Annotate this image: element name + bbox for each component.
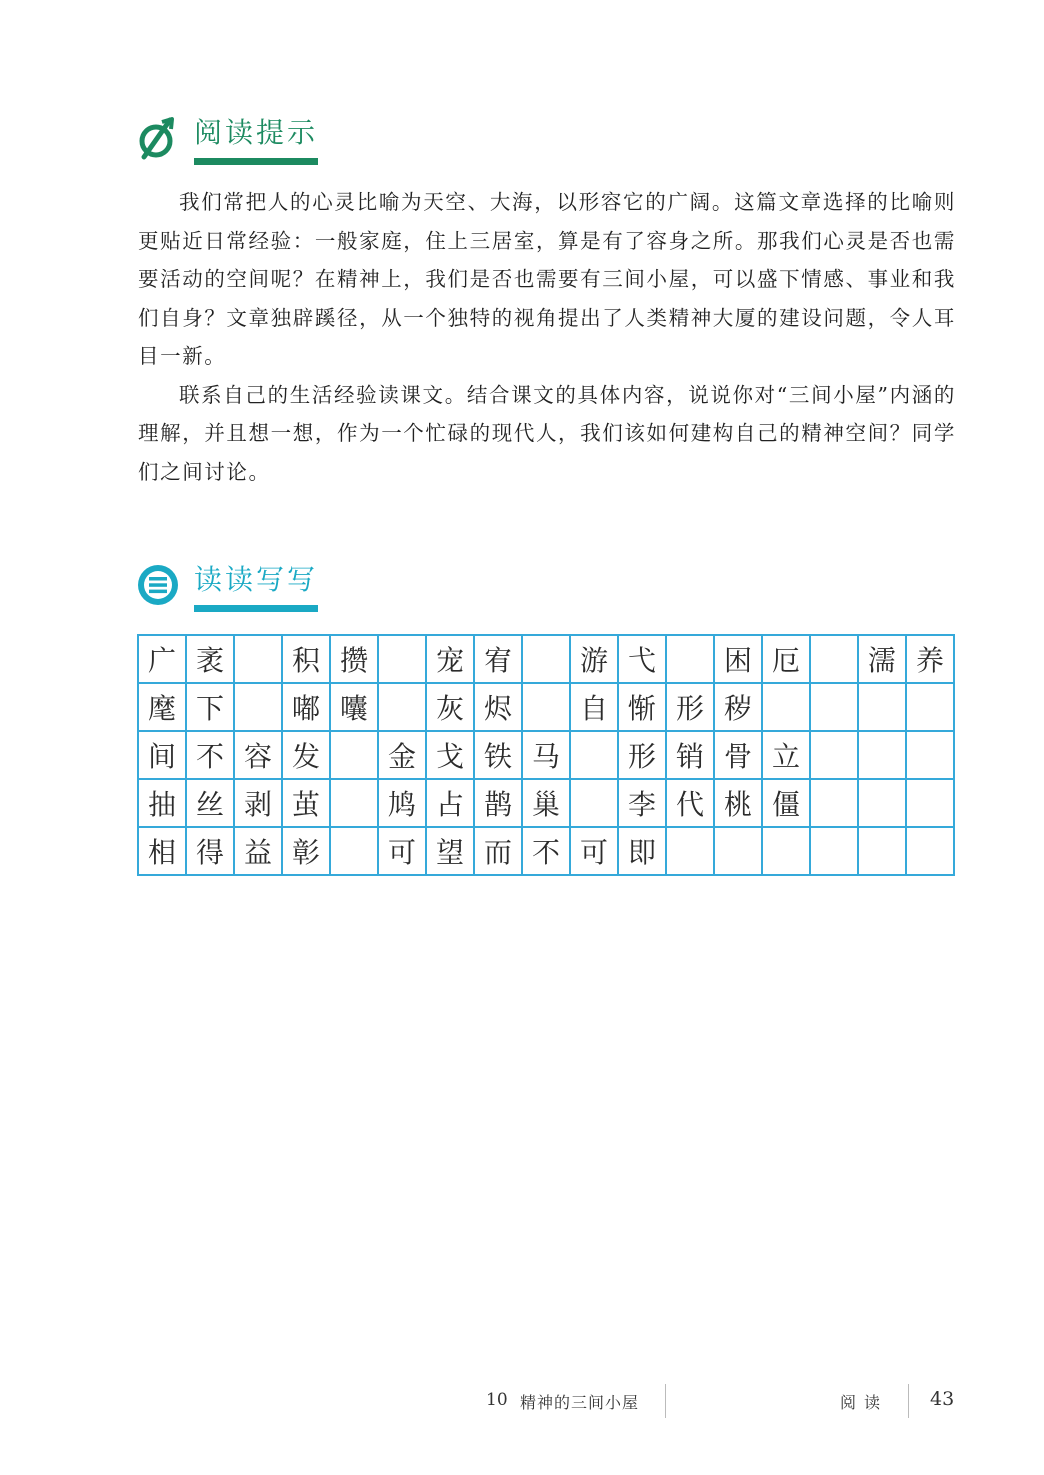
read-write-header	[136, 563, 318, 612]
grid-cell	[379, 636, 427, 684]
grid-cell: 茧	[283, 780, 331, 828]
grid-cell: 丝	[187, 780, 235, 828]
grid-cell: 占	[427, 780, 475, 828]
grid-cell: 厄	[763, 636, 811, 684]
grid-cell: 销	[667, 732, 715, 780]
grid-cell	[331, 828, 379, 876]
grid-cell: 金	[379, 732, 427, 780]
grid-cell	[331, 780, 379, 828]
grid-cell: 形	[667, 684, 715, 732]
grid-cell: 而	[475, 828, 523, 876]
grid-cell	[811, 732, 859, 780]
character-grid	[137, 634, 955, 876]
grid-cell: 惭	[619, 684, 667, 732]
grid-cell: 烬	[475, 684, 523, 732]
grid-cell: 得	[187, 828, 235, 876]
section-title-read-write: 读读写写	[194, 563, 319, 596]
grid-cell: 自	[571, 684, 619, 732]
grid-cell: 彰	[283, 828, 331, 876]
grid-cell: 相	[139, 828, 187, 876]
grid-cell	[571, 732, 619, 780]
grid-cell	[811, 828, 859, 876]
grid-cell	[811, 684, 859, 732]
grid-cell	[571, 780, 619, 828]
grid-cell: 嘟	[283, 684, 331, 732]
grid-cell	[331, 732, 379, 780]
grid-cell	[763, 684, 811, 732]
grid-cell	[763, 828, 811, 876]
grid-cell: 马	[523, 732, 571, 780]
reading-tip-body	[138, 183, 956, 491]
grid-cell: 麾	[139, 684, 187, 732]
grid-cell: 袤	[187, 636, 235, 684]
grid-cell	[907, 732, 955, 780]
lesson-number: 10	[486, 1390, 508, 1410]
footer-divider	[665, 1384, 666, 1418]
grid-cell: 宠	[427, 636, 475, 684]
grid-cell: 攒	[331, 636, 379, 684]
grid-cell: 僵	[763, 780, 811, 828]
grid-cell: 弋	[619, 636, 667, 684]
section-title-reading-tip: 阅读提示	[194, 116, 319, 149]
grid-cell: 广	[139, 636, 187, 684]
footer-section: 阅读	[840, 1393, 889, 1412]
title-underline	[194, 605, 318, 612]
grid-cell: 不	[523, 828, 571, 876]
grid-cell	[811, 636, 859, 684]
grid-cell: 鹊	[475, 780, 523, 828]
grid-cell: 剥	[235, 780, 283, 828]
page-number: 43	[930, 1388, 955, 1410]
grid-cell	[235, 636, 283, 684]
grid-cell	[235, 684, 283, 732]
grid-cell	[523, 636, 571, 684]
grid-cell: 宥	[475, 636, 523, 684]
footer-divider	[908, 1384, 909, 1418]
grid-cell: 巢	[523, 780, 571, 828]
grid-cell: 形	[619, 732, 667, 780]
grid-cell	[667, 828, 715, 876]
grid-cell	[715, 828, 763, 876]
grid-cell: 益	[235, 828, 283, 876]
grid-cell	[907, 780, 955, 828]
grid-cell: 桃	[715, 780, 763, 828]
grid-cell	[859, 732, 907, 780]
grid-cell: 灰	[427, 684, 475, 732]
grid-cell	[859, 828, 907, 876]
grid-cell	[667, 636, 715, 684]
grid-cell: 可	[571, 828, 619, 876]
grid-cell: 囔	[331, 684, 379, 732]
title-underline	[194, 158, 318, 165]
reading-tip-icon	[136, 116, 180, 160]
grid-cell	[379, 684, 427, 732]
paragraph: 我们常把人的心灵比喻为天空、大海，以形容它的广阔。这篇文章选择的比喻则更贴近日常经验：一般家庭，住上三居室，算是有了容身之所。那我们心灵是否也需要活动的空间呢？在精神上，我们是否也需要有三间小屋，可以盛下情感、事业和我们自身？文章独辟蹊径，从一个独特的视角提出了人类精神大厦的建设问题，令人耳目一新。	[138, 190, 956, 368]
grid-cell: 不	[187, 732, 235, 780]
grid-cell: 容	[235, 732, 283, 780]
grid-cell: 鸠	[379, 780, 427, 828]
grid-cell: 望	[427, 828, 475, 876]
grid-cell: 李	[619, 780, 667, 828]
grid-cell: 代	[667, 780, 715, 828]
grid-cell: 濡	[859, 636, 907, 684]
grid-cell	[859, 684, 907, 732]
grid-cell	[523, 684, 571, 732]
grid-cell: 戈	[427, 732, 475, 780]
grid-cell	[907, 684, 955, 732]
grid-cell: 养	[907, 636, 955, 684]
grid-cell: 骨	[715, 732, 763, 780]
grid-cell: 铁	[475, 732, 523, 780]
grid-cell	[859, 780, 907, 828]
grid-cell: 立	[763, 732, 811, 780]
grid-cell	[907, 828, 955, 876]
grid-cell: 间	[139, 732, 187, 780]
lesson-title: 精神的三间小屋	[520, 1393, 640, 1412]
grid-cell: 游	[571, 636, 619, 684]
grid-cell: 发	[283, 732, 331, 780]
grid-cell	[811, 780, 859, 828]
grid-cell: 可	[379, 828, 427, 876]
grid-cell: 积	[283, 636, 331, 684]
paragraph: 联系自己的生活经验读课文。结合课文的具体内容，说说你对“三间小屋”内涵的理解，并且想一想，作为一个忙碌的现代人，我们该如何建构自己的精神空间？同学们之间讨论。	[138, 382, 956, 484]
page-footer	[0, 1384, 1044, 1420]
grid-cell: 即	[619, 828, 667, 876]
grid-cell: 抽	[139, 780, 187, 828]
reading-tip-header	[136, 116, 318, 165]
grid-cell: 困	[715, 636, 763, 684]
three-lines-icon	[136, 563, 180, 607]
grid-cell: 秽	[715, 684, 763, 732]
grid-cell: 下	[187, 684, 235, 732]
